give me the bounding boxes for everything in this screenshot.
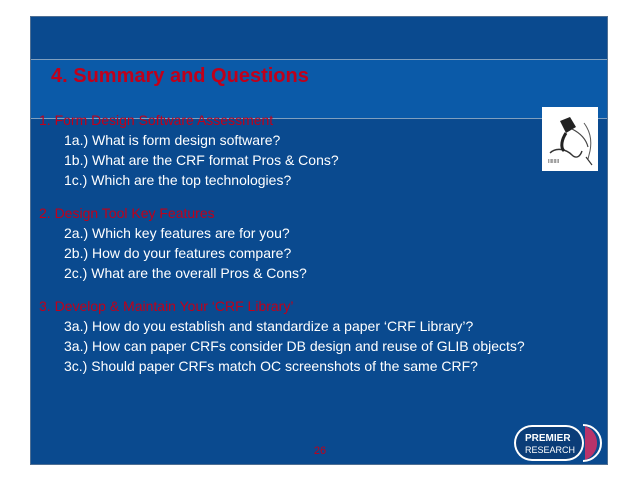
section-heading: 3. Develop & Maintain Your ‘CRF Library’ bbox=[39, 298, 294, 314]
list-item: 3c.) Should paper CRFs match OC screenshots of the same CRF? bbox=[64, 358, 478, 374]
list-item: 2c.) What are the overall Pros & Cons? bbox=[64, 265, 307, 281]
premier-research-logo bbox=[513, 424, 603, 462]
list-item: 2a.) Which key features are for you? bbox=[64, 225, 290, 241]
slide bbox=[30, 16, 608, 465]
agenda-list bbox=[39, 110, 599, 376]
svg-text:IIIIIIII: IIIIIIII bbox=[548, 159, 560, 165]
list-item: 1a.) What is form design software? bbox=[64, 132, 281, 148]
section-heading: 2. Design Tool Key Features bbox=[39, 205, 215, 221]
title-band-top-line bbox=[31, 59, 608, 60]
brand-bottom-text: RESEARCH bbox=[525, 445, 576, 455]
list-item: 1c.) Which are the top technologies? bbox=[64, 172, 292, 188]
list-item: 1b.) What are the CRF format Pros & Cons? bbox=[64, 152, 339, 168]
list-item: 3a.) How do you establish and standardize a paper ‘CRF Library’? bbox=[64, 318, 474, 334]
section-heading: 1. Form Design Software Assessment bbox=[39, 112, 274, 128]
slide-title: 4. Summary and Questions bbox=[51, 65, 309, 87]
brand-top-text: PREMIER bbox=[525, 433, 571, 444]
list-item: 3a.) How can paper CRFs consider DB design and reuse of GLIB objects? bbox=[64, 338, 525, 354]
page-number: 26 bbox=[313, 445, 327, 457]
list-item: 2b.) How do your features compare? bbox=[64, 245, 292, 261]
